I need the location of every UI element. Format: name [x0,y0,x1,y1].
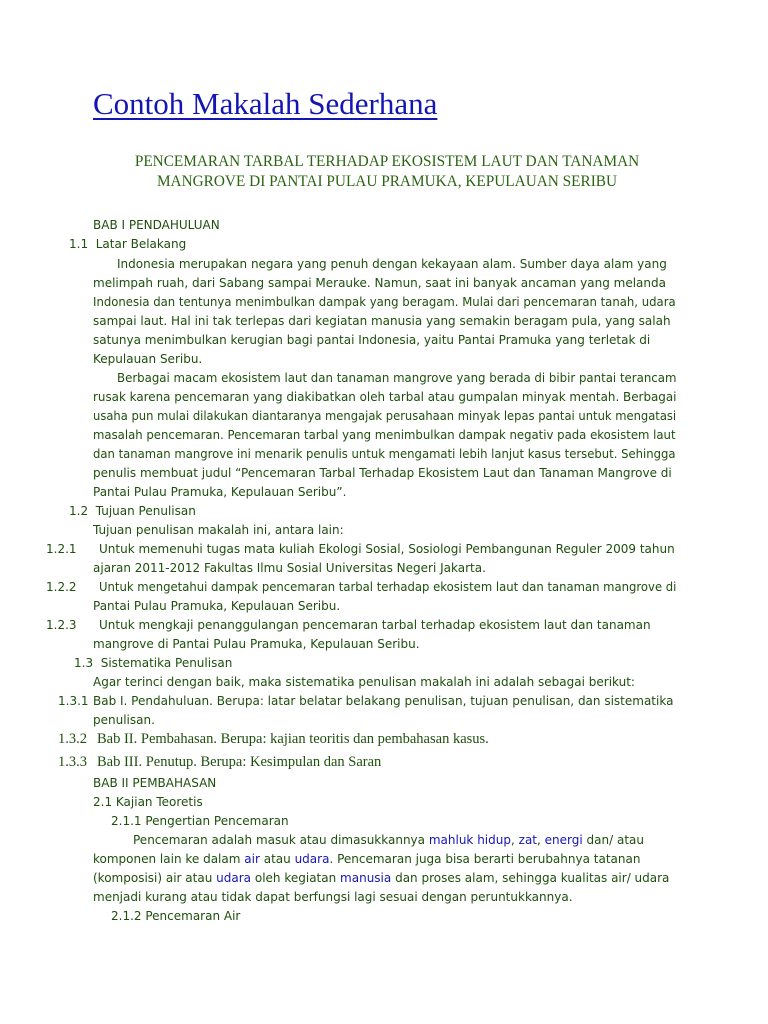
chapter-heading: BAB II PEMBAHASAN [93,776,217,790]
list-number: 1.2.2 [46,580,77,594]
section-heading: 2.1 Kajian Teoretis [93,795,203,809]
subsection-heading: 2.1.1 Pengertian Pencemaran [111,814,289,828]
list-number: 1.2.3 [46,618,77,632]
list-number: 1.3.1 [58,694,89,708]
paragraph-line: rusak karena pencemaran yang diakibatkan oleh tarbal atau gumpalan minyak mentah. Berbagai [93,390,677,404]
section-label: Latar Belakang [95,237,187,251]
list-item-line: Bab I. Pendahuluan. Berupa: latar belatar belakang penulisan, tujuan penulisan, dan sistematika [93,694,674,708]
line-text: komponen lain ke dalam [93,852,241,866]
line-text: (komposisi) air atau [93,871,213,885]
list-item-line: ajaran 2011-2012 Fakultas Ilmu Sosial Universitas Negeri Jakarta. [93,561,486,575]
line-text: . Pencemaran juga bisa berarti berubahnya tatanan [329,852,641,866]
section-intro: Tujuan penulisan makalah ini, antara lain: [93,523,344,537]
paragraph-line [93,871,669,886]
paragraph-line: Kepulauan Seribu. [93,352,203,366]
paragraph-line: penulis membuat judul “Pencemaran Tarbal Terhadap Ekosistem Laut dan Tanaman Mangrove di [93,466,672,480]
list-item-line: penulisan. [93,713,155,727]
section-label: Tujuan Penulisan [95,504,196,518]
list-item-line: Untuk memenuhi tugas mata kuliah Ekologi Sosial, Sosiologi Pembangunan Reguler 2009 tahun [99,542,675,556]
document-title[interactable]: Contoh Makalah Sederhana [93,86,438,121]
paragraph-line: menjadi kurang atau tidak dapat berfungsi lagi sesuai dengan peruntukkannya. [93,890,573,904]
line-text: , [510,833,515,847]
section-heading [69,237,186,252]
list-item-line: mangrove di Pantai Pulau Pramuka, Kepulauan Seribu. [93,637,420,651]
link-udara[interactable]: udara [294,852,330,866]
paragraph-line: Indonesia dan tentunya menimbulkan dampak yang beragam. Mulai dari pencemaran tanah, udara [93,295,676,309]
list-item-line: Bab II. Pembahasan. Berupa: kajian teoritis dan pembahasan kasus. [97,731,489,747]
list-number: 1.2.1 [46,542,77,556]
link-manusia[interactable]: manusia [340,871,392,885]
subtitle-line: PENCEMARAN TARBAL TERHADAP EKOSISTEM LAUT DAN TANAMAN [134,153,640,170]
link-zat[interactable]: zat [518,833,537,847]
list-number: 1.3.3 [58,754,87,770]
paragraph-line [93,276,675,291]
line-text: Pencemaran adalah masuk atau dimasukkannya [133,833,426,847]
paper-subtitle [96,152,678,192]
link-air[interactable]: air [244,852,260,866]
line-text: oleh kegiatan [254,871,337,885]
section-heading [69,504,196,519]
line-text: melimpah ruah, dari Sabang sampai Merauke. Namun, saat ini banyak ancaman yang melanda [93,276,666,290]
link-mahluk-hidup[interactable]: mahluk hidup [428,833,511,847]
paragraph-line: sampai laut. Hal ini tak terlepas dari kegiatan manusia yang semakin beragam pula, yang salah [93,314,671,328]
list-item-line: Untuk mengetahui dampak pencemaran tarbal terhadap ekosistem laut dan tanaman mangrove di [99,580,677,594]
list-item-line: Pantai Pulau Pramuka, Kepulauan Seribu. [93,599,341,613]
link-energi[interactable]: energi [544,833,583,847]
paragraph-line [93,852,640,867]
paragraph-line: masalah pencemaran. Pencemaran tarbal yang menimbulkan dampak negativ pada ekosistem laut [93,428,676,442]
subsection-heading: 2.1.2 Pencemaran Air [111,909,241,923]
chapter-heading: BAB I PENDAHULUAN [93,218,220,232]
paragraph-line: satunya menimbulkan kerugian bagi pantai Indonesia, yaitu Pantai Pramuka yang terletak di [93,333,651,347]
paragraph-line: dan tanaman mangrove ini menarik penulis untuk mengamati lebih lanjut kasus tersebut. Sehingga [93,447,676,461]
list-number: 1.3.2 [58,731,87,747]
list-item-line: Bab III. Penutup. Berupa: Kesimpulan dan Saran [97,754,382,770]
paragraph-line: Pantai Pulau Pramuka, Kepulauan Seribu”. [93,485,347,499]
section-label: Sistematika Penulisan [100,656,233,670]
section-heading [74,656,232,671]
paragraph-line [117,257,675,272]
link-udara[interactable]: udara [216,871,252,885]
paragraph-line [133,833,644,848]
line-text: Indonesia merupakan negara yang penuh dengan kekayaan alam. Sumber daya alam yang [117,257,667,271]
line-text: dan proses alam, sehingga kualitas air/ udara [395,871,670,885]
subtitle-line: MANGROVE DI PANTAI PULAU PRAMUKA, KEPULAUAN SERIBU [156,173,618,190]
paragraph-line: Berbagai macam ekosistem laut dan tanaman mangrove yang berada di bibir pantai terancam [117,371,677,385]
section-number: 1.2 [69,504,89,518]
line-text: atau [263,852,291,866]
line-text: , [537,833,541,847]
paragraph-line: usaha pun mulai dilakukan diantaranya mengajak perusahaan minyak lepas pantai untuk mengatasi [93,409,677,423]
section-number: 1.3 [74,656,94,670]
list-item-line: Untuk mengkaji penanggulangan pencemaran tarbal terhadap ekosistem laut dan tanaman [99,618,651,632]
section-intro: Agar terinci dengan baik, maka sistematika penulisan makalah ini adalah sebagai berikut: [93,675,635,689]
line-text: dan/ atau [586,833,644,847]
section-number: 1.1 [69,237,89,251]
